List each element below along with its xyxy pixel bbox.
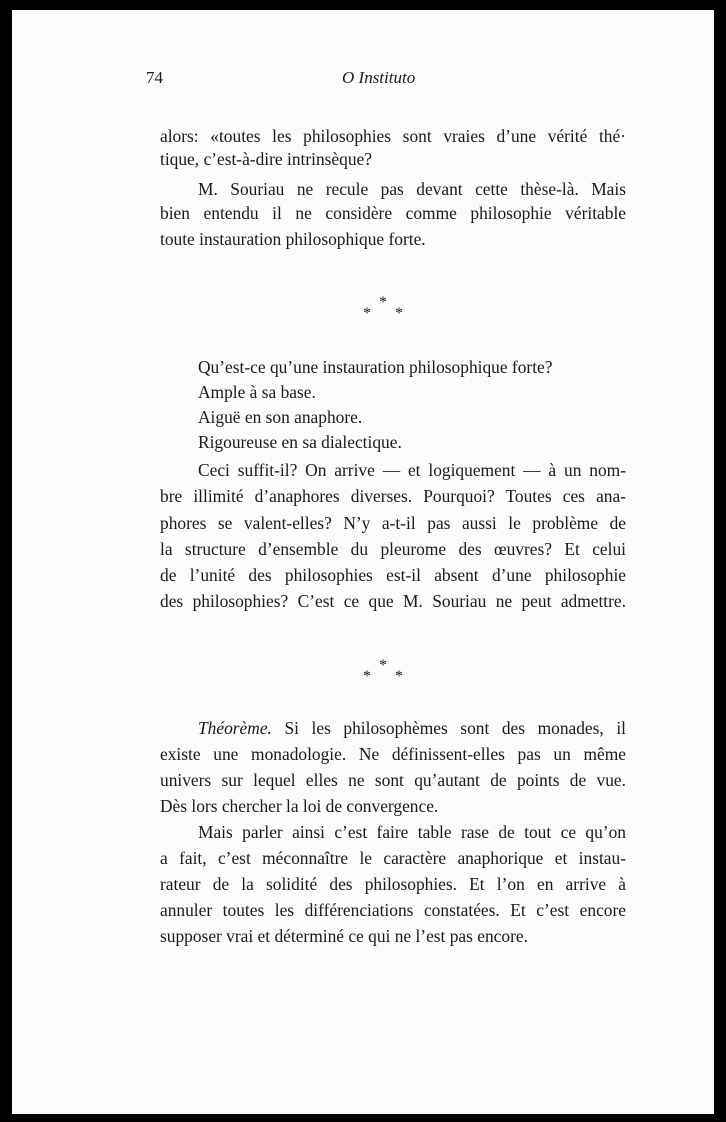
asterisk: *: [379, 657, 387, 674]
asterisk: *: [379, 294, 387, 311]
asterisk: *: [363, 668, 371, 685]
text-fragment: Si les philosophèmes sont des monades, il: [284, 718, 626, 738]
text-line: tique, c’est-à-dire intrinsèque?: [160, 149, 372, 169]
text-line: a fait, c’est méconnaître le caractère anaphorique et instau-: [160, 848, 626, 868]
page-sheet: [12, 10, 714, 1114]
text-line: existe une monadologie. Ne définissent-elles pas un même: [160, 744, 626, 764]
page-number: 74: [146, 68, 163, 87]
text-line: de l’unité des philosophies est-il absent d’une philosophie: [160, 565, 626, 585]
text-line: la structure d’ensemble du pleurome des œuvres? Et celui: [160, 539, 626, 559]
running-title: O Instituto: [342, 68, 416, 87]
text-line: Ample à sa base.: [198, 382, 316, 402]
text-line: Rigoureuse en sa dialectique.: [198, 432, 402, 452]
asterisk: *: [395, 668, 403, 685]
asterisk: *: [395, 305, 403, 322]
section-asterism: [348, 657, 428, 689]
text-line: univers sur lequel elles ne sont qu’autant de points de vue.: [160, 770, 626, 790]
text-line: bre illimité d’anaphores diverses. Pourquoi? Toutes ces ana-: [160, 486, 626, 506]
section-asterism: [348, 294, 428, 326]
text-line: annuler toutes les différenciations constatées. Et c’est encore: [160, 900, 626, 920]
theorem-label: Théorème.: [198, 718, 272, 738]
text-line: supposer vrai et déterminé ce qui ne l’est pas encore.: [160, 926, 528, 946]
text-line: alors: «toutes les philosophies sont vraies d’une vérité thé·: [160, 126, 626, 146]
text-line: Ceci suffit-il? On arrive — et logiquement — à un nom-: [198, 460, 626, 480]
text-line: des philosophies? C’est ce que M. Souriau ne peut admettre.: [160, 591, 626, 611]
text-line: Qu’est-ce qu’une instauration philosophique forte?: [198, 357, 553, 377]
text-line: [198, 716, 626, 740]
text-line: M. Souriau ne recule pas devant cette thèse-là. Mais: [198, 179, 626, 199]
text-line: toute instauration philosophique forte.: [160, 229, 426, 249]
text-line: Dès lors chercher la loi de convergence.: [160, 796, 439, 816]
text-line: Aiguë en son anaphore.: [198, 407, 363, 427]
text-line: bien entendu il ne considère comme philosophie véritable: [160, 203, 626, 223]
page-header: [146, 68, 626, 92]
text-line: phores se valent-elles? N’y a-t-il pas aussi le problème de: [160, 513, 626, 533]
asterisk: *: [363, 305, 371, 322]
text-line: rateur de la solidité des philosophies. Et l’on en arrive à: [160, 874, 626, 894]
text-line: Mais parler ainsi c’est faire table rase de tout ce qu’on: [198, 822, 626, 842]
